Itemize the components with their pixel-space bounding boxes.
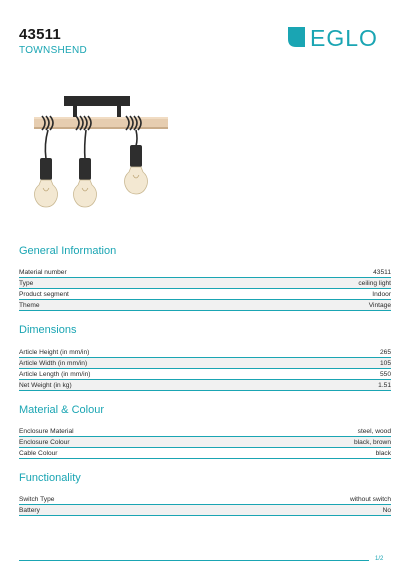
- logo-mark-icon: [288, 27, 305, 47]
- table-row: [19, 426, 391, 437]
- row-value: steel, wood: [357, 428, 391, 435]
- row-label: Net Weight (in kg): [19, 382, 72, 389]
- section-title: Material & Colour: [19, 404, 104, 416]
- row-label: Enclosure Material: [19, 428, 74, 435]
- row-label: Switch Type: [19, 496, 55, 503]
- row-label: Theme: [19, 302, 40, 309]
- table-row: [19, 505, 391, 516]
- table-row: [19, 289, 391, 300]
- article-name: TOWNSHEND: [19, 45, 88, 56]
- section-title: Dimensions: [19, 324, 77, 336]
- row-value: No: [382, 507, 391, 514]
- row-value: black, brown: [353, 439, 391, 446]
- table-row: [19, 369, 391, 380]
- row-label: Product segment: [19, 291, 69, 298]
- row-value: 550: [379, 371, 391, 378]
- row-value: 1.51: [378, 382, 391, 389]
- row-label: Cable Colour: [19, 450, 58, 457]
- row-value: 265: [379, 349, 391, 356]
- spec-table: [19, 494, 391, 516]
- table-row: [19, 437, 391, 448]
- row-value: 105: [379, 360, 391, 367]
- row-value: 43511: [373, 269, 391, 276]
- row-value: ceiling light: [358, 280, 391, 287]
- eglo-logo: [288, 25, 394, 49]
- row-value: black: [375, 450, 391, 457]
- footer-divider: [19, 560, 369, 561]
- logo-wordmark: EGLO: [310, 25, 378, 49]
- row-value: Indoor: [372, 291, 391, 298]
- table-row: [19, 300, 391, 311]
- table-row: [19, 347, 391, 358]
- spec-table: [19, 347, 391, 391]
- row-label: Enclosure Colour: [19, 439, 70, 446]
- product-image: [14, 84, 174, 214]
- row-label: Article Width (in mm/in): [19, 360, 88, 367]
- table-row: [19, 267, 391, 278]
- table-row: [19, 380, 391, 391]
- table-row: [19, 358, 391, 369]
- row-label: Article Height (in mm/in): [19, 349, 90, 356]
- row-value: without switch: [349, 496, 391, 503]
- row-label: Material number: [19, 269, 67, 276]
- spec-table: [19, 426, 391, 459]
- row-label: Article Length (in mm/in): [19, 371, 91, 378]
- row-label: Battery: [19, 507, 40, 514]
- row-label: Type: [19, 280, 34, 287]
- section-title: General Information: [19, 245, 117, 257]
- page-number: 1/2: [375, 556, 384, 562]
- table-row: [19, 494, 391, 505]
- article-number: 43511: [19, 26, 61, 43]
- section-title: Functionality: [19, 472, 81, 484]
- table-row: [19, 278, 391, 289]
- table-row: [19, 448, 391, 459]
- row-value: Vintage: [368, 302, 391, 309]
- spec-table: [19, 267, 391, 311]
